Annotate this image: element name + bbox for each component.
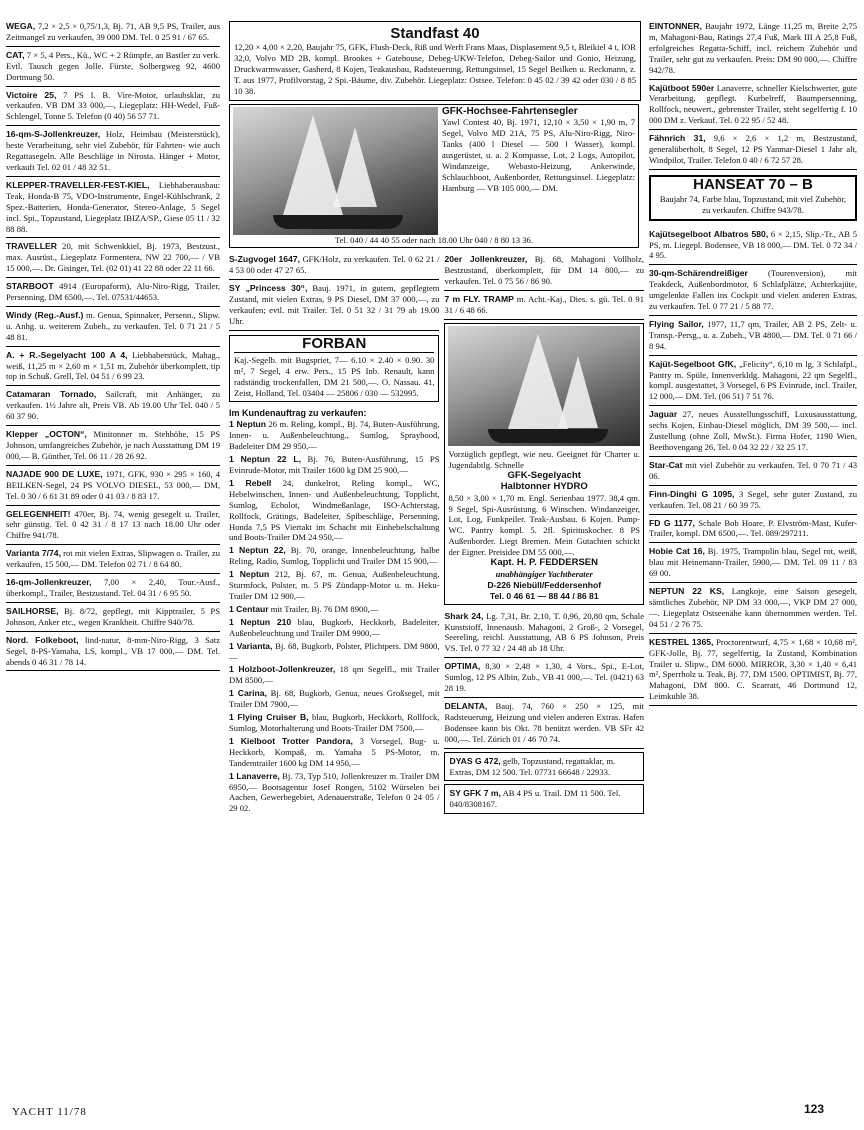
gfk-hochsee-text: Yawl Contest 40, Bj. 1971, 12,10 × 3,50 × 1,90 m, 7 Segel, Volvo MD 21A, 75 PS, Alu-Niro-Rigg, Niro-Tanks (400 l Diesel — 500 l Wasser), kompl. ausgerüstet, u. a. 2 Kompasse, Lot, 2 Logs, Autopilot, Windanzeige, Webasto-Heizung, Ankerwinde, Schlauchboot, Außenborder, Rettungsinsel. Liegeplatz: Hamburg — VB 105 000,— DM. — [442, 117, 635, 193]
ad-text: Liebhaberausbau: Teak, Honda-B 75, VDO-Instrumente, Engel-Kühlschrank, 2 Spez.-Batterien, Honda-Generator, Stereo-Anlage, 5 Segel incl. Spi., Topzustand, Liegeplatz IBIZA/SP., Giese 05 11 / 32 88 88. — [6, 179, 220, 234]
gfk-hochsee-title: GFK-Hochsee-Fahrtensegler — [442, 105, 578, 117]
boat-listing-lead: 1 Flying Cruiser B, — [229, 712, 309, 723]
page-number: 123 — [803, 1102, 824, 1116]
classified-ad — [444, 608, 644, 659]
classified-ad — [444, 251, 644, 291]
ad-text: Sailcraft, mit Anhänger, zu verkaufen. 1½ Jahre alt, Preis VB. Ab 19.00 Uhr Tel. 040 / 5 60 37 90. — [6, 389, 220, 422]
ad-lead: SY „Princess 30“, — [229, 283, 308, 294]
forban-ad — [229, 335, 439, 403]
classified-ad — [444, 658, 644, 698]
ad-lead: NAJADE 900 DE LUXE, — [6, 468, 103, 479]
classified-ad — [6, 426, 220, 466]
hydro-ad — [444, 323, 644, 605]
boat-listing-lead: 1 Holzboot-Jollenkreuzer, — [229, 664, 336, 675]
boat-listing-text: 18 qm Segelfl., mit Trailer DM 8500,— — [229, 664, 440, 686]
dyas-text: gelb, Topzustand, regattaklar, m. Extras, DM 12 500. Tel. 07731 66648 / 22933. — [449, 755, 616, 777]
ad-text: Langkoje, eine Saison gesegelt, sämtliches Zubehör, NP DM 33 000,—, VKP DM 27 000,—. Liegeplatz Ostseenähe kann übernommen werden. Tel. 04 51 / 2 76 75. — [649, 586, 858, 629]
classified-ad — [6, 307, 220, 347]
ad-lead: 16-qm-Jollenkreuzer, — [6, 577, 92, 588]
ad-lead: Victoire 25, — [6, 89, 57, 100]
ad-text: 7,00 × 2,40, Tour.-Ausf., überkompl., Trailer, Bestzustand. Tel. 04 31 / 6 95 50. — [6, 577, 220, 598]
ad-text: 1977, 11,7 qm, Trailer, AB 2 PS, Zelt- u. Transp.-Persg., u. a. Zubeh., VB 4800,— DM. Tel. 0 71 66 / 8 94. — [649, 318, 857, 351]
sy-gfk-lead: SY GFK 7 m, — [449, 788, 501, 799]
boat-listing-text: Bj. 68, Bugkorb, Polster, Plichtpers. DM 9800,— — [229, 640, 440, 662]
ad-text: 8,30 × 2,48 × 1,30, 4 Vors., Spi., E-Lot, Sumlog, 12 PS Albin, Zub., VB 41 000,—. Tel. (0421) 63 28 19. — [444, 661, 644, 694]
ad-lead: Kajüt-Segelboot GfK, — [649, 358, 737, 369]
boat-listing-lead: 1 Centaur — [229, 603, 269, 614]
ad-lead: CAT, — [6, 49, 25, 60]
ad-lead: 30-qm-Schärendreißiger — [649, 268, 748, 279]
forban-title: FORBAN — [234, 339, 434, 353]
boat-listing — [229, 544, 439, 568]
classified-ad — [229, 251, 439, 280]
classified-ad — [6, 126, 220, 177]
hydro-photo — [448, 326, 640, 446]
ad-text: Lg. 7,31, Br. 2,10, T. 0,96, 20,80 qm, Schale Kunststoff, Innenausb. Mahagoni, 2 Groß-, 2 Vorsegel, Seereling, reichl. Ausstattung, AB 6 PS Johnson, Preis VS. Tel. 0 77 32 / 24 48 ab 18 Uhr. — [444, 610, 645, 654]
hydro-subtitle: Halbtonner HYDRO — [500, 480, 588, 492]
classified-ad — [649, 515, 857, 544]
hanseat-ad — [649, 175, 857, 221]
ad-text: Bj. 8/72, gepflegt, mit Kipptrailer, 5 PS Johnson, Anker etc., wegen Krankheit. Chiffre 940/78. — [6, 605, 220, 627]
kundenauftrag-section — [229, 405, 439, 815]
boat-listing-text: 24, dunkelrot, Reling kompl., WC, Hebelwinschen, Innen- und Außenbeleuchtung, Topplicht, Sumlog, Echolot, Windmeßanlage, ISO-Achterstag, Rollfock, Grätings, Badeleiter, Spibeschläge, Persenning, Honda 7,5 PS Viertakt im Schacht mit Einhebelschaltung und Boots-Trailer DM 24 950,— — [229, 477, 440, 543]
ad-text: 7 PS I. B. Vire-Motor, urlaubsklar, zu verkaufen. VB DM 33 000,—, Liegeplatz: HH-Wedel, Fuß-Schlengel, Tonne 5. Telefon (0 40) 56 57 71. — [6, 89, 221, 122]
classified-ad — [6, 603, 220, 632]
hanseat-title: HANSEAT 70 – B — [693, 175, 813, 193]
boat-listing — [229, 735, 439, 770]
classified-ad — [6, 347, 220, 387]
classified-ad — [6, 278, 220, 307]
ad-lead: S-Zugvogel 1647, — [229, 254, 300, 265]
classified-ad — [6, 18, 220, 47]
ad-text: 27, neues Ausstellungsschiff, Luxusausstattung, sechs Kojen, Einbau-Diesel möglich, DM 39 500,— incl. Zustellung (ohne Zoll, MwSt.). Firma Hofer, 1190 Wien, Beethovengang 26, Tel. 0 04 32 22 / 32 25 17. — [649, 409, 857, 452]
classified-ad — [6, 177, 220, 239]
boat-listing-text: mit Trailer, Bj. 76 DM 8900,— — [268, 603, 379, 614]
column-4 — [649, 18, 857, 706]
kundenauftrag-head: Im Kundenauftrag zu verkaufen: — [229, 408, 367, 419]
ad-lead: Jaguar — [649, 409, 678, 420]
ad-text: 4914 (Europaform), Alu-Niro-Rigg, Trailer, Persenning, DM 6500,—. Tel. 07531/44653. — [6, 281, 220, 303]
ad-lead: FD G 1177, — [649, 517, 696, 528]
boat-listing — [229, 770, 439, 816]
ad-lead: 20er Jollenkreuzer, — [444, 254, 528, 265]
ad-lead: KESTREL 1365, — [649, 636, 714, 647]
hydro-agent-sub: unabhängiger Yachtberater — [495, 568, 593, 579]
boat-listing-lead: 1 Lanaverre, — [229, 770, 280, 781]
standfast-ad — [229, 21, 641, 101]
classified-ad — [6, 466, 220, 506]
ad-lead: Kajütboot 590er — [649, 82, 715, 93]
ad-text: Bauj. 1971, in gutem, gepflegtem Zustand, mit vielen Extras, 9 PS Diesel, DM 37 000,—, zu verkaufen; evtl. mit Trailer. Tel. 0 51 32 / 31 79 ab 19.00 Uhr. — [229, 283, 440, 326]
ad-lead: Finn-Dinghi G 1095, — [649, 488, 735, 499]
boat-listing — [229, 418, 439, 453]
boat-listing-lead: 1 Neptun — [229, 419, 267, 430]
ad-lead: Nord. Folkeboot, — [6, 634, 79, 645]
ad-lead: Shark 24, — [444, 610, 484, 621]
ad-lead: NEPTUN 22 KS, — [649, 586, 725, 597]
classified-ad — [649, 486, 857, 515]
column-1 — [6, 18, 220, 671]
ad-lead: STARBOOT — [6, 281, 54, 292]
yawl-photo — [233, 107, 438, 235]
hydro-phone: Tel. 0 46 61 — 88 44 / 86 81 — [489, 590, 599, 601]
standfast-text: 12,20 × 4,00 × 2,20, Baujahr 75, GFK, Flush-Deck, Riß und Werft Frans Maas, Displasement 9,5 t, Bleikiel 4 t, IOR 32,0, Volvo MD 2B, kompl. Brookes + Gatehouse, Debeg-UKW-Telefon, Debeg-Sailor und Gonio, Heizung, Druckwarmwasser, Gasherd, 8 Kojen, Teakausbau, Radsteuerung, Rettungsinsel, 15 Segel Beilken u. Reckmann, z. T. aus 1977, Profilvorstag, 2 Spi.-Bäume, div. Zubehör. Liegeplatz: Ostsee. Telefon: 0 45 02 / 39 42 oder 030 / 8 85 10 38. — [234, 42, 636, 96]
ad-lead: KLEPPER-TRAVELLER-FEST-KIEL, — [6, 179, 150, 190]
boat-listing — [229, 616, 439, 640]
classified-ad — [649, 356, 857, 407]
gfk-hochsee-ad — [229, 104, 639, 249]
boat-listing-text: 26 m. Reling, kompl., Bj. 74, Buten-Ausführung, Innen- u. Außenbeleuchtung., Sumlog, Sprayhood, Badeleiter DM 29 950,— — [229, 419, 440, 452]
boat-listing — [229, 663, 439, 687]
boat-listing-lead: 1 Varianta, — [229, 640, 273, 651]
ad-text: Schale Bob Hoare, P. Elvström-Mast, Kufer-Trailer, kompl. DM 6500,—. Tel. 089/297211. — [649, 517, 857, 539]
hydro-agent: Kapt. H. P. FEDDERSEN — [490, 557, 598, 569]
classified-ad — [6, 47, 220, 87]
dyas-ad — [444, 752, 644, 782]
classified-ad — [6, 506, 220, 546]
ad-text: „Felicity“, 6,10 m lg, 3 Schlafpl., Pantry m. Spüle, Innenverkldg. Mahagoni, 22 qm Segelfl., kompl. ausgestattet, 3 Vorsegel, 6 PS Evinrude, incl. Trailer, 12 000,— DM. Tel. (06 51) 7 51 76. — [649, 358, 857, 402]
ad-lead: Varianta 7/74, — [6, 548, 61, 559]
ad-lead: Klepper „OCTON“, — [6, 429, 87, 440]
ad-lead: TRAVELLER — [6, 241, 57, 252]
column-2 — [229, 18, 644, 817]
ad-text: 470er, Bj. 74, wenig gesegelt u. Trailer, sehr günstig. Tel. 0 42 31 / 8 17 13 nach 18.00 Uhr oder Chiffre 941/78. — [6, 508, 220, 541]
ad-lead: SAILHORSE, — [6, 605, 59, 616]
ad-text: GFK/Holz, zu verkaufen. Tel. 0 62 21 / 4 53 00 oder 47 27 65. — [229, 254, 440, 276]
hydro-address: D-226 Niebüll/Feddersenhof — [487, 579, 602, 590]
classified-ad — [6, 545, 220, 574]
boat-listing-text: 3 Vorsegel, Bug- u. Heckkorb, Kompaß, m. Yamaha 5 PS-Motor, m. Tandemtrailer 1600 kg DM 14 950,— — [229, 735, 440, 768]
ad-lead: Windy (Reg.-Ausf.) — [6, 309, 84, 320]
boat-listing-text: Bj. 68, Bugkorb, Genua, neues Großsegel, mit Trailer DM 7900,— — [229, 688, 440, 710]
boat-listing-lead: 1 Carina, — [229, 688, 267, 699]
boat-listing-text: 212, Bj. 67, m. Genua, Außenbeleuchtung, Sturmfock, Polster, m. 5 PS Zündapp-Motor u. m. Heku-Trailer DM 12 900,— — [229, 569, 440, 601]
ad-lead: GELEGENHEIT! — [6, 508, 71, 519]
boat-listing-text: blau, Bugkorb, Heckkorb, Rollfock, Sumlog, Motorhalterung und Boots-Trailer DM 7500,— — [229, 712, 440, 733]
dyas-lead: DYAS G 472, — [449, 755, 501, 766]
boat-listing-text: Bj. 76, Buten-Ausführung, 15 PS Evinrude-Motor, mit Trailer 1600 kg DM 25 900,— — [229, 454, 440, 476]
classified-ad — [229, 280, 439, 331]
boat-listing — [229, 568, 439, 603]
classified-ad — [6, 386, 220, 426]
classified-ad — [6, 632, 220, 672]
boat-listing-lead: 1 Neptun 22 L, — [229, 454, 301, 465]
ad-lead: 7 m FLY. TRAMP — [444, 294, 514, 305]
classified-ad — [649, 80, 857, 131]
ad-text: Lanaverre, schneller Kielschwerter, gute Verarbeitung, gepflegt. Kurbelreff, Baumpersenning, Rollfock, neuwert., gebrenster Trailer, steht segelfertig f. 10 000 DM z. Verkauf. Tel. 0 22 95 / 52 48. — [649, 82, 857, 126]
boat-listing-lead: 1 Neptun 210 — [229, 616, 292, 627]
hydro-text: 8,50 × 3,00 × 1,70 m. Engl. Serienbau 1977. 38,4 qm. 9 Segel, Spi-Ausrüstung. 6 Winschen. Windanzeiger, Lot, Log, Funkpeiler. Teak-Ausbau. 6 Kojen. Pump-WC. Pantry kompl. 5. 2fl. Spirituskocher. 8 PS Außenborder. Liegt Bremen. Mein Gutachten schickt der Eigner. Preisidee DM 55 000,—. — [448, 492, 640, 558]
boat-listing — [229, 640, 439, 664]
boat-listing — [229, 477, 439, 544]
ad-lead: EINTONNER, — [649, 21, 702, 31]
hydro-title: GFK-Segelyacht — [507, 469, 581, 481]
ad-text: 7,2 × 2,5 × 0,75/1,3, Bj. 71, AB 9,5 PS, Trailer, aus Zeitmangel zu verkaufen, 39 000 DM. Tel. 0 25 91 / 67 65. — [6, 21, 220, 42]
classified-ad — [649, 457, 857, 486]
ad-text: Holz, Heimbau (Meisterstück), beste Verarbeitung, sehr viel Zubehör, für Fahrten- wie auch Regattasegeln. Alle Beschläge in Nirosta. Hänger + Motor, verkauft Tel. 02 01 / 48 32 51. — [6, 129, 220, 172]
ad-text: Liebhaberstück, Mahag., weiß, 11,25 m × 2,60 m × 1,51 m, Zubehör überkomplett, tip top in Schuß. Grell, Tel. 04 51 / 6 99 23. — [6, 349, 220, 382]
ad-text: Baujahr 1972, Länge 11,25 m, Breite 2,75 m, Mahagoni-Bau, Ratings 27,4 Fuß, Mark III A 25,8 Fuß, erfolgreiches Regatta-Schiff, incl. reichem Zubehör und Trailer, sehr gut zu verkaufen. Preis: DM 90 000,—. Chiffre 942/78. — [649, 21, 857, 75]
ad-text: 20, mit Schwenkkiel, Bj. 1973, Bestzust., max. Ausrüst., Liegeplatz Formentera, NW 22 700,— / VB 15 000,—. Dr. Gisinger, Tel. (02 01) 41 22 88 oder 22 11 66. — [6, 241, 220, 274]
ad-lead: Kajütsegelboot Albatros 580, — [649, 228, 769, 239]
classified-ad — [649, 130, 857, 170]
sy-gfk-text: AB 4 PS u. Trail. DM 11 500. Tel. 040/8308167. — [449, 788, 621, 810]
boat-listing-lead: 1 Neptun — [229, 569, 270, 580]
ad-text: Bj. 1975, Trampolin blau, Segel rot, weiß, blau mit Heinemann-Trailer, 5900,— DM. Tel. 09 11 / 83 69 00. — [649, 546, 857, 579]
boat-listing-lead: 1 Kielboot Trotter Pandora, — [229, 735, 353, 746]
ad-lead: 16-qm-S-Jollenkreuzer, — [6, 129, 101, 140]
gfk-hochsee-phone: Tel. 040 / 44 40 55 oder nach 18.00 Uhr 040 / 8 80 13 36. — [335, 234, 533, 245]
classified-ad — [444, 698, 644, 749]
classified-ad — [6, 238, 220, 278]
boat-listing-text: Bj. 70, orange, Innenbeleuchtung, halbe Reling, Radio, Sumlog, Topplicht und Trailer DM 15 900,— — [229, 545, 440, 567]
ad-lead: WEGA, — [6, 21, 36, 31]
ad-text: (Tourenversion), mit Teakdeck, Außenbordmotor, 6 Schlafplätze, Achterkajüte, umgelenkte Fallen ins Cockpit und vielen anderen Extras, zu verkaufen. Tel. 0 77 21 / 5 88 77. — [649, 268, 857, 312]
ad-lead: Catamaran Tornado, — [6, 389, 97, 400]
sy-gfk-ad — [444, 784, 644, 814]
ad-lead: Hobie Cat 16, — [649, 546, 705, 557]
ad-text: rot mit vielen Extras, Slipwagen o. Trailer, zu verkaufen, 15 500,— DM. Telefon 02 71 / 8 64 80. — [6, 548, 220, 570]
ad-text: 7 × 5, 4 Pers., Kü., WC + 2 Rümpfe, an Bastler zu verk. Evtl. Tausch gegen Jolle. Fürste, Solbergweg 92, 4600 Dortmung 50. — [6, 49, 220, 82]
boat-listing — [229, 603, 439, 616]
classified-ad — [649, 265, 857, 316]
ad-text: m. Genua, Spinnaker, Persenn., Slipw. u. Anhg. u. weiterem Zubeh., zu verkaufen. Tel. 0 71 21 / 5 48 81. — [6, 309, 220, 342]
classified-ad — [649, 316, 857, 356]
ad-text: lind-natur, 8-mm-Niro-Rigg, 3 Satz Segel, 8-PS-Yamaha, LS, kompl., VB 17 000,— DM. Tel. abends 0 46 31 / 78 14. — [6, 634, 220, 667]
forban-text: Kaj.-Segelb. mit Bugspriet, 7— 6.10 × 2.40 × 0.90. 30 m², 7 Segel, 4 erw. Pers., 15 PS Inb. Renault, kann radständig trockenfallen, DM 21 500,—. O. Nassau. 41, Zeist, Holland, Tel. 03404 — 25806 / 030 — 532995. — [234, 354, 435, 398]
ad-text: mit viel Zubehör zu verkaufen. Tel. 0 70 71 / 43 06. — [649, 459, 857, 481]
ad-text: Minitonner m. Stehhöhe, 15 PS Johnson, umfangreiches Zubehör, je nach Ausstattung DM 19 000,— B. Günther, Tel. 06 11 / 28 26 92. — [6, 429, 220, 461]
classified-ad — [6, 574, 220, 603]
ad-lead: A. + R.-Segelyacht 100 A 4, — [6, 349, 128, 360]
boat-listing-text: Bj. 73, Typ 510, Jollenkreuzer m. Trailer DM 6950,— Bootsagentur Josef Rongen, 5102 Würselen bei Aachen, Gewerbegebiet, Adenauerstraße, Telefon 0 24 05 / 29 02. — [229, 770, 440, 814]
boat-listing — [229, 711, 439, 735]
boat-listing-text: blau, Bugkorb, Heckkorb, Badeleiter, Außenbeleuchtung und Trailer DM 9900,— — [229, 616, 440, 638]
magazine-footer: YACHT 11/78 — [12, 1106, 87, 1118]
boat-listing — [229, 687, 439, 711]
ad-lead: Fähnrich 31, — [649, 133, 706, 144]
classified-ad — [444, 291, 644, 320]
ad-text: Bauj. 74, 760 × 250 × 125, mit Radsteuerung, Heizung und vielen anderen Extras. Hafen Bodensee kann bis Okt. 78 benützt werden. VB SFr 42 000,—. Tel. Zürich 01 / 46 70 74. — [444, 701, 644, 744]
classified-ad — [649, 406, 857, 457]
classified-ad — [649, 583, 857, 634]
boat-listing-lead: 1 Rebell — [229, 477, 272, 488]
classified-ad — [6, 87, 220, 127]
hanseat-text: Baujahr 74, Farbe blau, Topzustand, mit viel Zubehör, zu verkaufen. Chiffre 943/78. — [659, 193, 847, 215]
hydro-intro: Vorzüglich gepflegt, wie neu. Geeignet für Charter u. Jugendabtlg. Schnelle — [448, 448, 640, 470]
ad-text: Bj. 68, Mahagoni Vollholz, Bestzustand, überkomplett, für DM 14 800,— zu verkaufen. Tel. 0 75 56 / 86 90. — [444, 254, 644, 287]
ad-text: 9,6 × 2,6 × 1,2 m, Bestzustand, generalüberholt, 8 Segel, 12 PS Yanmar-Diesel 1 Jahr alt, Windpilot, Trailer. Telefon 0 40 / 6 72 57 28. — [649, 133, 857, 165]
ad-text: 3 Segel, sehr guter Zustand, zu verkaufen. Tel. 08 21 / 60 39 75. — [649, 488, 857, 510]
ad-lead: OPTIMA, — [444, 661, 481, 672]
ad-text: Proctorentwurf, 4,75 × 1,68 × 10,68 m², GFK-Jolle, Bj. 77, segelfertig, Ia Zustand, Kombination Trailer u. Slipw., DM 6000. MIRROR, 3,30 × 1,40 × 6,41 m², Sperrholz u. Teak, Bj. 77, DM 1500. OPTIMIST, Bj. 77, Mahagoni, DM 800. C. Scarratt, 46 Dortmund 12, Leimkuhle 38. — [649, 636, 857, 702]
boat-listing-lead: 1 Neptun 22, — [229, 545, 286, 556]
ad-text: m. Acht.-Kaj., Dies. s. gü. Tel. 0 91 31 / 6 48 66. — [444, 294, 644, 316]
ad-text: 6 × 2,15, Slip.-Tr., AB 5 PS, m. Liegepl. Bodensee, VB 18 000,— DM. Tel. 0 72 34 / 4 95. — [649, 228, 857, 261]
classified-ad — [649, 634, 857, 706]
ad-text: 1971, GFK, 930 × 295 × 160, 4 BEILKEN-Segel, 24 PS VOLVO DIESEL, 53 000,— DM, Tel. 0 30 / 6 61 31 89 oder 0 41 03 / 8 83 17. — [6, 468, 220, 501]
boat-listing — [229, 453, 439, 477]
standfast-title: Standfast 40 — [390, 25, 480, 42]
ad-lead: DELANTA, — [444, 701, 488, 711]
classified-ad — [649, 543, 857, 583]
classified-ad — [649, 18, 857, 80]
ad-lead: Flying Sailor, — [649, 318, 704, 329]
ad-lead: Star-Cat — [649, 459, 683, 470]
classified-ad — [649, 226, 857, 266]
